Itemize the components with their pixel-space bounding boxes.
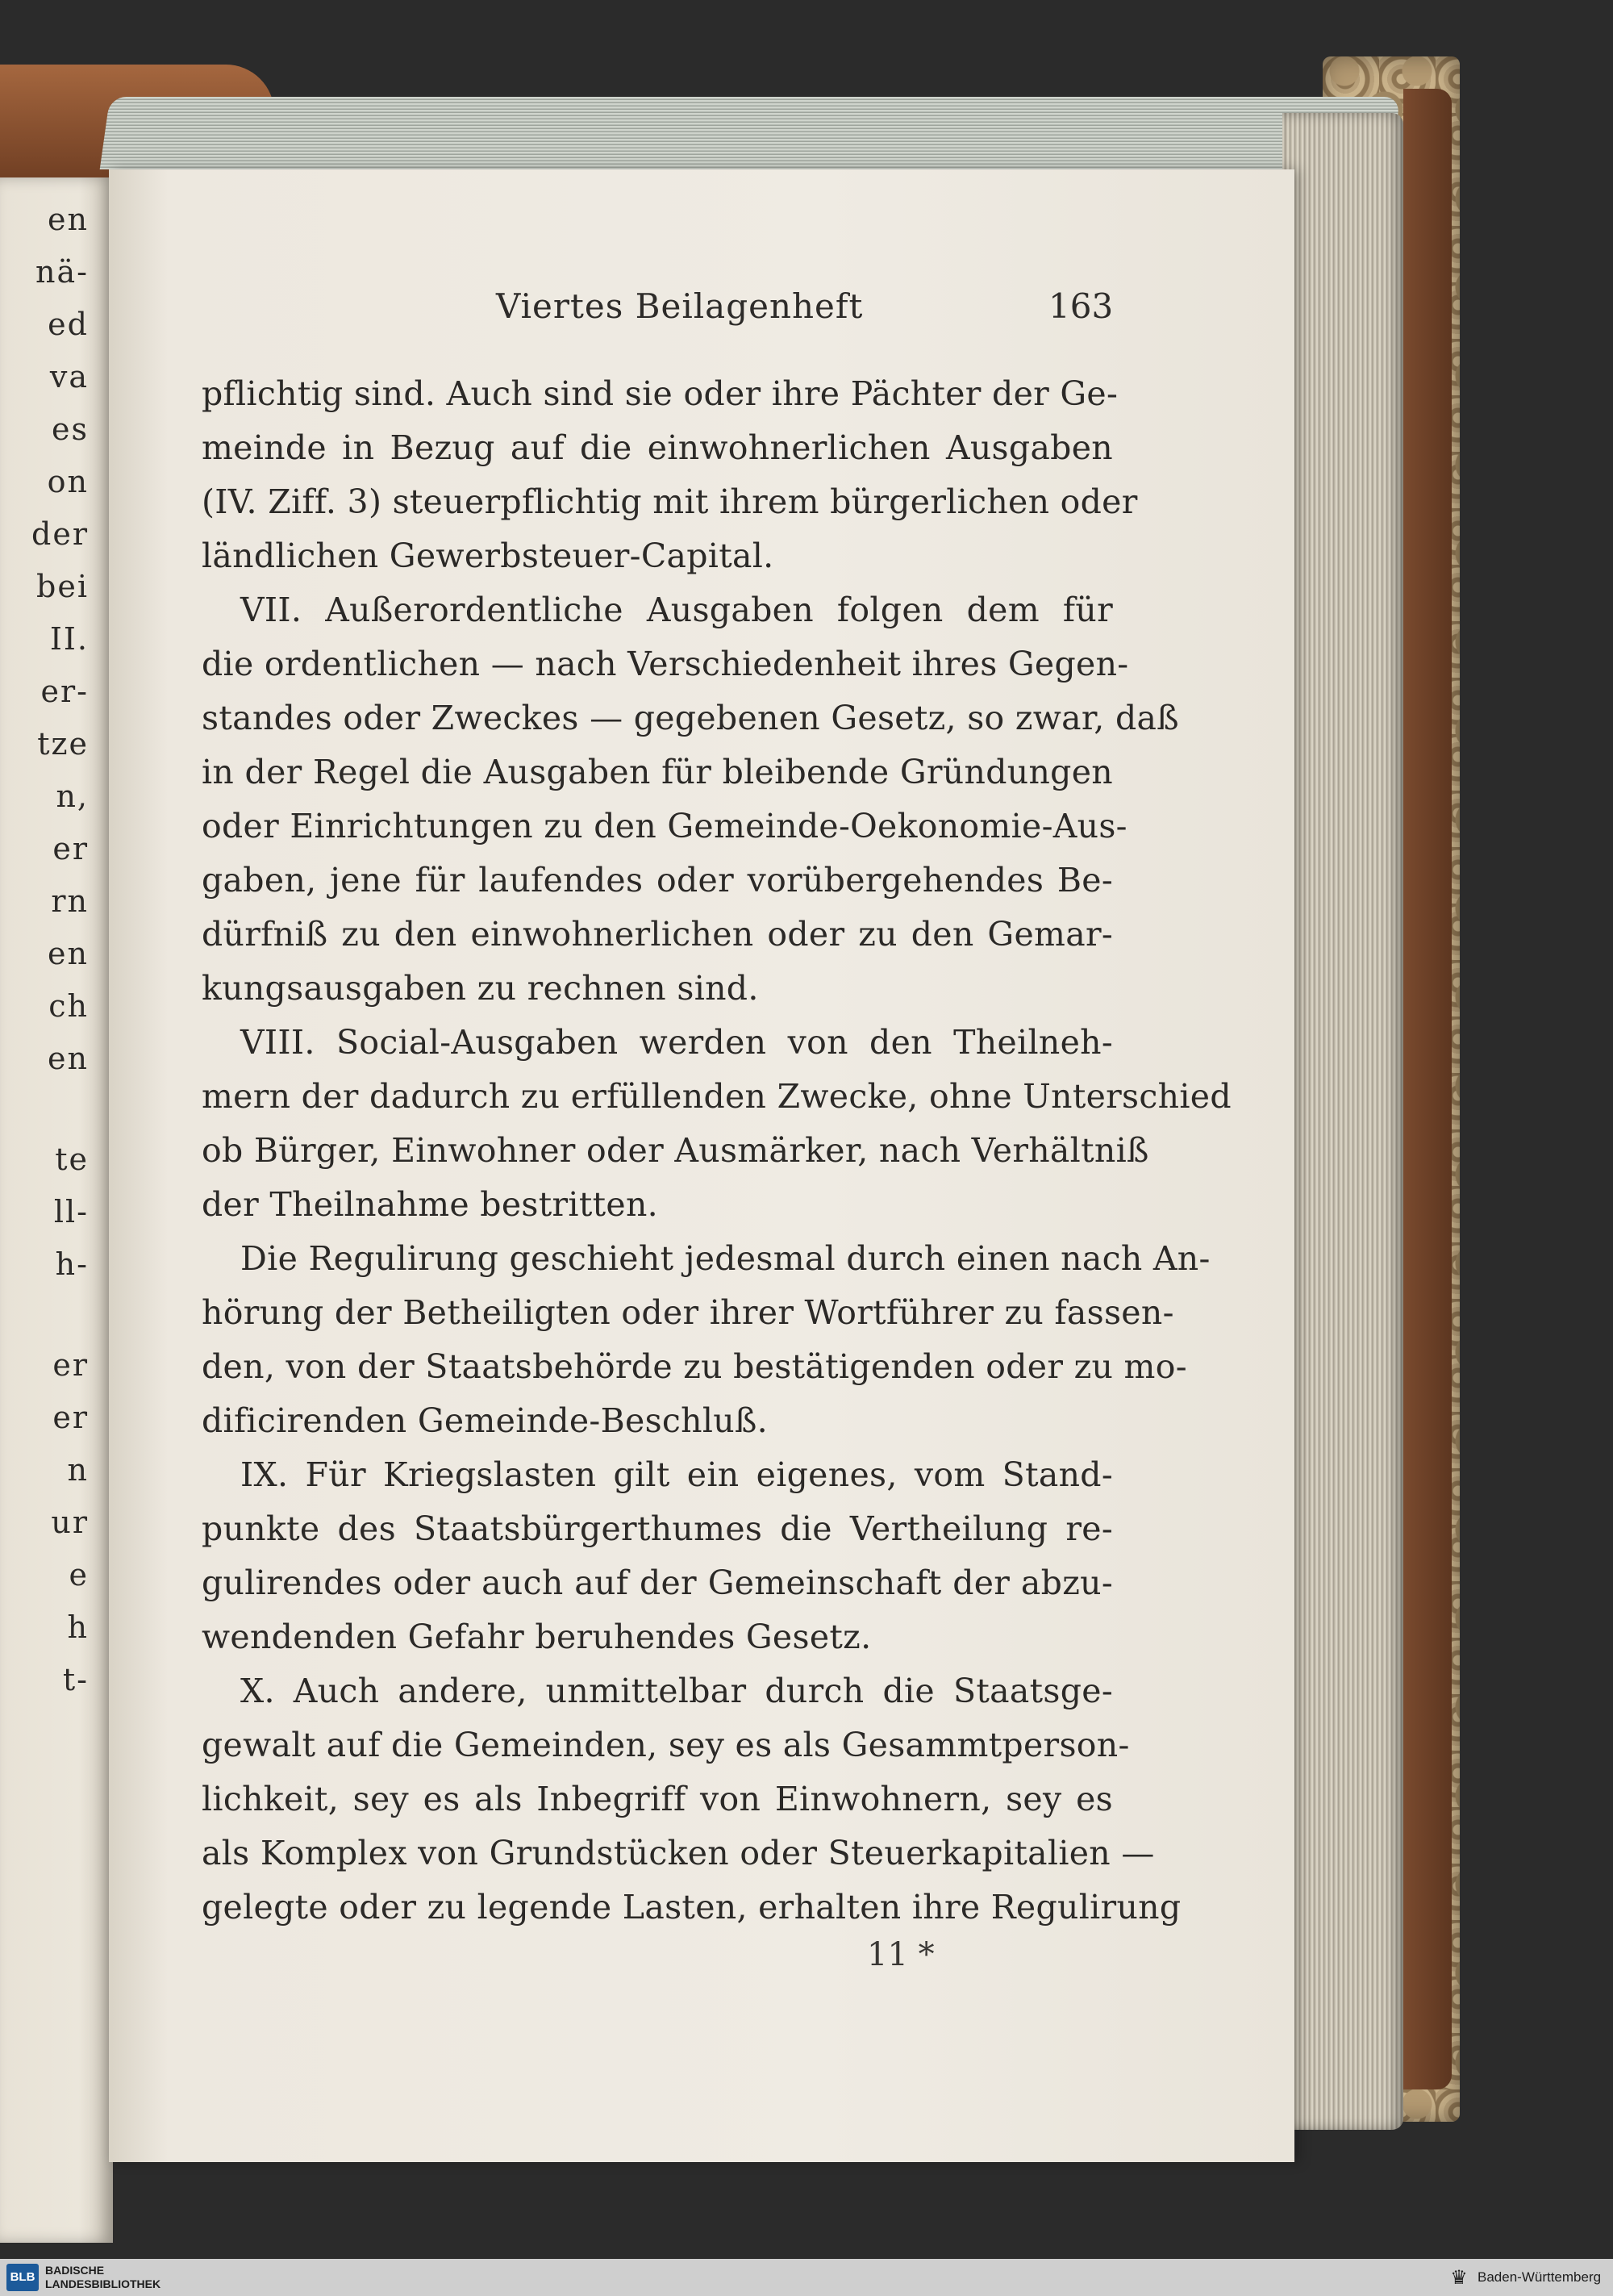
signature-mark: 11 * bbox=[867, 1936, 935, 1973]
text-line: IX. Für Kriegslasten gilt ein eigenes, vom Stand- bbox=[240, 1455, 1113, 1494]
text-line: gelegte oder zu legende Lasten, erhalten ihre Regulirung bbox=[202, 1888, 1182, 1927]
page-block-side-edge bbox=[1282, 113, 1403, 2130]
left-page-fragment: n bbox=[67, 1452, 89, 1488]
left-page-fragment: en bbox=[48, 1041, 89, 1076]
left-page-fragment: ch bbox=[48, 988, 89, 1024]
text-line: kungsausgaben zu rechnen sind. bbox=[202, 969, 759, 1008]
text-line: dürfniß zu den einwohnerlichen oder zu den Gemar- bbox=[202, 915, 1113, 954]
library-name-line1: BADISCHE bbox=[45, 2264, 105, 2277]
left-page-fragment: va bbox=[49, 359, 89, 394]
left-page-fragment: er bbox=[52, 1400, 89, 1435]
left-page-fragment: on bbox=[47, 464, 89, 499]
text-line: die ordentlichen — nach Verschiedenheit ihres Gegen- bbox=[202, 645, 1129, 683]
left-page-fragment: e bbox=[69, 1557, 89, 1593]
left-page-fragment: en bbox=[48, 202, 89, 237]
left-page-fragment: bei bbox=[36, 569, 89, 604]
left-page-fragment: der bbox=[31, 516, 89, 552]
text-line: lichkeit, sey es als Inbegriff von Einwohnern, sey es bbox=[202, 1780, 1113, 1818]
left-page-fragment: ll- bbox=[53, 1194, 89, 1229]
left-page-fragment: n, bbox=[56, 779, 89, 814]
text-line: der Theilnahme bestritten. bbox=[202, 1185, 659, 1224]
page-number: 163 bbox=[1048, 286, 1114, 326]
text-line: mern der dadurch zu erfüllenden Zwecke, ohne Unterschied bbox=[202, 1077, 1232, 1116]
left-page-fragment: er- bbox=[40, 674, 89, 709]
previous-page-strip bbox=[0, 177, 113, 2243]
left-page-fragment: h bbox=[67, 1609, 89, 1645]
library-name-line2: LANDESBIBLIOTHEK bbox=[45, 2277, 161, 2290]
text-line: VIII. Social-Ausgaben werden von den Theilneh- bbox=[240, 1023, 1113, 1062]
left-page-fragment: er bbox=[52, 1347, 89, 1383]
left-page-fragment: ed bbox=[48, 307, 89, 342]
text-line: gewalt auf die Gemeinden, sey es als Gesammtperson- bbox=[202, 1726, 1130, 1764]
left-page-fragment: es bbox=[52, 411, 89, 447]
text-line: (IV. Ziff. 3) steuerpflichtig mit ihrem bürgerlichen oder bbox=[202, 482, 1138, 521]
text-line: VII. Außerordentliche Ausgaben folgen dem für bbox=[240, 591, 1113, 629]
text-line: gaben, jene für laufendes oder vorübergehendes Be- bbox=[202, 861, 1113, 900]
library-name bbox=[45, 2264, 160, 2291]
running-header bbox=[496, 286, 1114, 335]
text-line: ländlichen Gewerbsteuer-Capital. bbox=[202, 536, 774, 575]
text-line: dificirenden Gemeinde-Beschluß. bbox=[202, 1401, 769, 1440]
page-block-top-edge bbox=[100, 97, 1401, 169]
coat-of-arms-icon: ♛ bbox=[1450, 2266, 1468, 2289]
text-line: Die Regulirung geschieht jedesmal durch einen nach An- bbox=[240, 1239, 1211, 1278]
text-line: gulirendes oder auch auf der Gemeinschaft der abzu- bbox=[202, 1563, 1113, 1602]
text-line: hörung der Betheiligten oder ihrer Wortführer zu fassen- bbox=[202, 1293, 1174, 1332]
cover-leather-edge bbox=[1403, 89, 1452, 2089]
body-text bbox=[202, 367, 1232, 1935]
text-line: den, von der Staatsbehörde zu bestätigenden oder zu mo- bbox=[202, 1347, 1187, 1386]
left-page-fragment: nä- bbox=[35, 254, 89, 290]
header-title: Viertes Beilagenheft bbox=[496, 286, 864, 326]
state-name: Baden-Württemberg bbox=[1478, 2269, 1602, 2285]
text-line: punkte des Staatsbürgerthumes die Vertheilung re- bbox=[202, 1509, 1113, 1548]
left-page-fragment: ur bbox=[51, 1505, 89, 1540]
left-page-fragment: tze bbox=[37, 726, 89, 762]
left-page-fragment: rn bbox=[51, 883, 89, 919]
text-line: in der Regel die Ausgaben für bleibende Gründungen bbox=[202, 753, 1113, 791]
text-line: ob Bürger, Einwohner oder Ausmärker, nach Verhältniß bbox=[202, 1131, 1149, 1170]
left-page-fragment: h- bbox=[55, 1246, 89, 1282]
footer-bar bbox=[0, 2259, 1613, 2296]
left-page-fragment: t- bbox=[62, 1662, 89, 1697]
text-line: X. Auch andere, unmittelbar durch die Staatsge- bbox=[240, 1672, 1113, 1710]
text-line: als Komplex von Grundstücken oder Steuerkapitalien — bbox=[202, 1834, 1155, 1872]
text-line: meinde in Bezug auf die einwohnerlichen Ausgaben bbox=[202, 428, 1113, 467]
left-page-fragment: II. bbox=[49, 621, 89, 657]
left-page-fragment: er bbox=[52, 831, 89, 866]
text-line: wendenden Gefahr beruhendes Gesetz. bbox=[202, 1618, 872, 1656]
left-page-fragment: en bbox=[48, 936, 89, 971]
text-line: oder Einrichtungen zu den Gemeinde-Oekonomie-Aus- bbox=[202, 807, 1127, 845]
text-line: standes oder Zweckes — gegebenen Gesetz, so zwar, daß bbox=[202, 699, 1179, 737]
text-line: pflichtig sind. Auch sind sie oder ihre Pächter der Ge- bbox=[202, 374, 1119, 413]
blb-logo-icon: BLB bbox=[6, 2264, 39, 2291]
left-page-fragment: te bbox=[55, 1142, 89, 1177]
